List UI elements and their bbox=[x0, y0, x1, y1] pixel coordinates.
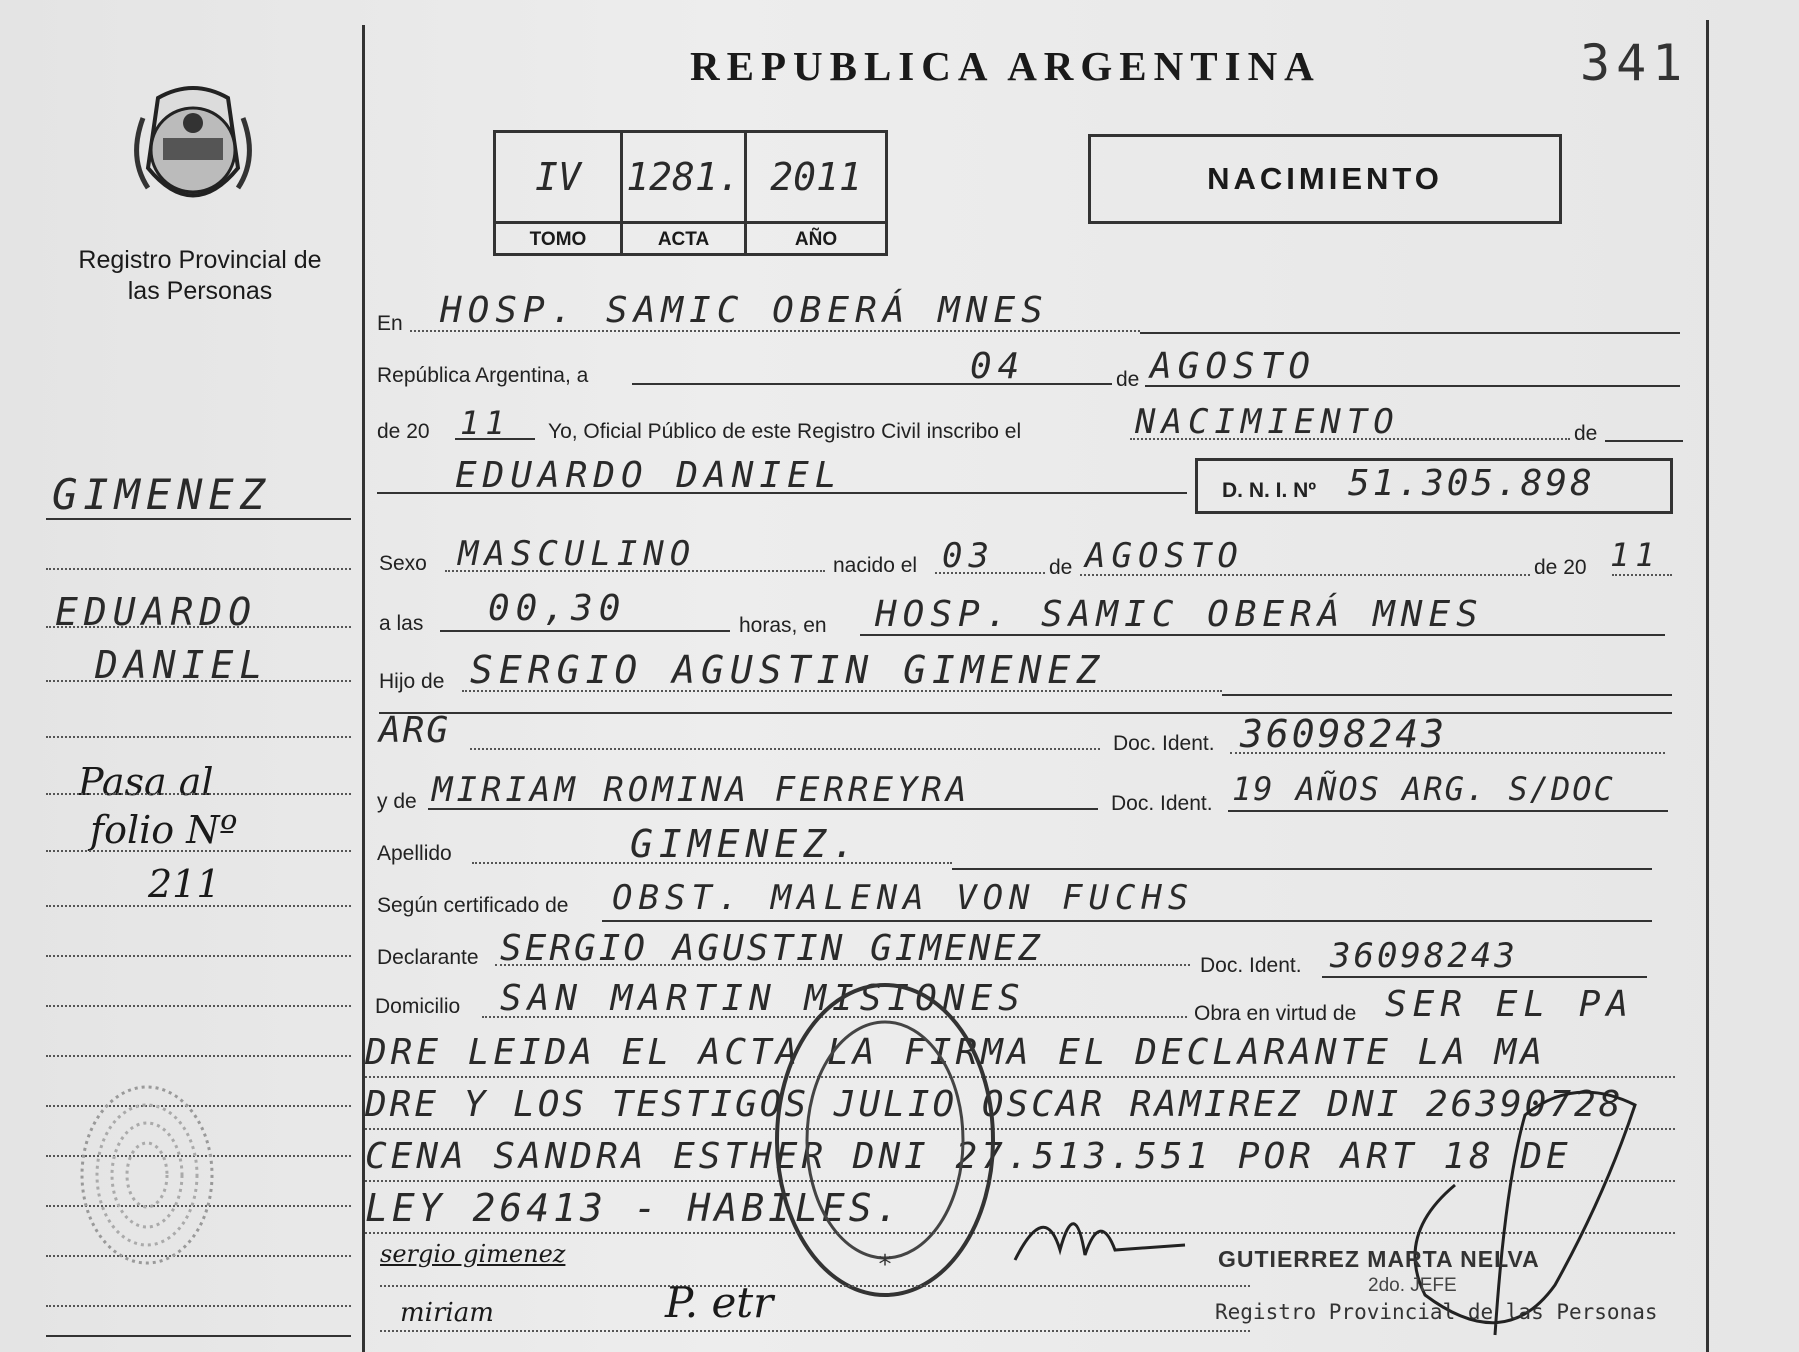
horas-label: horas, en bbox=[739, 614, 827, 637]
nacido-day: 03 bbox=[942, 536, 995, 576]
de20-label-2: de 20 bbox=[1534, 556, 1587, 579]
docident-label: Doc. Ident. bbox=[1113, 732, 1215, 755]
name-line bbox=[377, 492, 1187, 494]
margin-dotline bbox=[46, 680, 351, 682]
provincial-crest-icon bbox=[118, 78, 268, 228]
lugar-value: HOSP. SAMIC OBERÁ MNES bbox=[875, 594, 1484, 635]
madre-value: MIRIAM ROMINA FERREYRA bbox=[432, 770, 971, 810]
signature-line bbox=[380, 1330, 1250, 1332]
certificate-type: NACIMIENTO bbox=[1207, 161, 1443, 196]
name-value: EDUARDO DANIEL bbox=[455, 455, 843, 496]
declarante-doc-line bbox=[1322, 976, 1647, 978]
official-seal-icon bbox=[770, 975, 1000, 1305]
signature-witness: P. etr bbox=[665, 1278, 774, 1327]
nacido-month: AGOSTO bbox=[1085, 536, 1244, 576]
domicilio-value: SAN MARTIN MISIONES bbox=[500, 978, 1026, 1019]
docident-label-2: Doc. Ident. bbox=[1111, 792, 1213, 815]
alas-label: a las bbox=[379, 612, 424, 635]
anio-value: 2011 bbox=[770, 155, 862, 199]
year-value: 11 bbox=[460, 404, 511, 442]
margin-dotline bbox=[46, 850, 351, 852]
margin-name1: EDUARDO bbox=[55, 590, 258, 634]
declarante-label: Declarante bbox=[377, 946, 479, 969]
segun-label: Según certificado de bbox=[377, 894, 569, 917]
margin-dotline bbox=[46, 1055, 351, 1057]
de-line-2 bbox=[1605, 440, 1683, 442]
sexo-label: Sexo bbox=[379, 552, 427, 575]
svg-text:*: * bbox=[878, 1250, 892, 1280]
madre-doc-line bbox=[1228, 810, 1668, 812]
margin-dotline bbox=[46, 905, 351, 907]
margin-dotline bbox=[46, 736, 351, 738]
margin-surname: GIMENEZ bbox=[52, 470, 272, 519]
dni-box bbox=[1195, 458, 1673, 514]
signature-madre: miriam bbox=[400, 1298, 494, 1328]
acta-value: 1281. bbox=[626, 155, 741, 199]
padre-value: SERGIO AGUSTIN GIMENEZ bbox=[470, 648, 1106, 692]
obra-value: SER EL PA bbox=[1385, 984, 1635, 1025]
right-margin-rule bbox=[1706, 20, 1709, 1352]
rule bbox=[379, 712, 1672, 714]
signature-declarante: sergio gimenez bbox=[380, 1240, 566, 1268]
margin-dotline bbox=[46, 793, 351, 795]
yde-label: y de bbox=[377, 790, 417, 813]
margin-rule bbox=[46, 1335, 351, 1337]
padre-line-end bbox=[1222, 694, 1672, 696]
dni-label: D. N. I. Nº bbox=[1222, 479, 1317, 502]
country-title: REPUBLICA ARGENTINA bbox=[690, 43, 1321, 89]
month-value: AGOSTO bbox=[1150, 346, 1317, 387]
segun-value: OBST. MALENA VON FUCHS bbox=[612, 878, 1195, 918]
margin-dotline bbox=[46, 955, 351, 957]
de-label: de bbox=[1116, 368, 1140, 391]
margin-note1: Pasa al bbox=[78, 760, 214, 804]
de-label-3: de bbox=[1049, 556, 1073, 579]
declarante-doc: 36098243 bbox=[1330, 936, 1518, 976]
padre-doc: 36098243 bbox=[1240, 712, 1448, 756]
official-org: Registro Provincial de las Personas bbox=[1215, 1300, 1658, 1324]
day-value: 04 bbox=[970, 346, 1026, 387]
obra-label: Obra en virtud de bbox=[1194, 1002, 1357, 1025]
margin-dotline bbox=[46, 1005, 351, 1007]
tomo-label: TOMO bbox=[529, 229, 587, 250]
hijo-label: Hijo de bbox=[379, 670, 445, 693]
en-label: En bbox=[377, 312, 403, 335]
madre-doc: 19 AÑOS ARG. S/DOC bbox=[1232, 770, 1615, 808]
docident-label-3: Doc. Ident. bbox=[1200, 954, 1302, 977]
registry-name: Registro Provincial de las Personas bbox=[78, 246, 322, 305]
hora-line bbox=[440, 630, 730, 632]
nacido-year-line bbox=[1612, 574, 1672, 576]
segun-line bbox=[602, 920, 1652, 922]
sexo-value: MASCULINO bbox=[458, 534, 697, 574]
margin-note2: folio Nº bbox=[90, 808, 238, 852]
margin-dotline bbox=[46, 568, 351, 570]
nacido-year: 11 bbox=[1610, 536, 1661, 574]
republica-label: República Argentina, a bbox=[377, 364, 589, 387]
fingerprint-icon bbox=[72, 1080, 222, 1270]
margin-dotline bbox=[46, 1305, 351, 1307]
obs-line-4: LEY 26413 - HABILES. bbox=[365, 1186, 903, 1230]
en-line-end bbox=[1140, 332, 1680, 334]
margin-note3: 211 bbox=[148, 862, 221, 906]
domicilio-label: Domicilio bbox=[375, 995, 461, 1018]
margin-name2: DANIEL bbox=[95, 643, 269, 687]
obs-line-3: CENA SANDRA ESTHER DNI 27.513.551 POR ART 18 DE bbox=[365, 1136, 1572, 1177]
padre-nacionalidad: ARG bbox=[379, 710, 451, 751]
oficial-label: Yo, Oficial Público de este Registro Civil inscribo el bbox=[548, 420, 1022, 443]
anio-label: AÑO bbox=[794, 229, 838, 250]
inscribo-value: NACIMIENTO bbox=[1135, 402, 1400, 442]
margin-dotline bbox=[46, 626, 351, 628]
official-name: GUTIERREZ MARTA NELVA bbox=[1218, 1246, 1540, 1272]
page-number: 341 bbox=[1580, 34, 1689, 92]
day-line bbox=[632, 383, 1112, 385]
apellido-line-end bbox=[952, 868, 1652, 870]
certificate-type-box bbox=[1088, 134, 1562, 224]
tomo-value: IV bbox=[535, 155, 581, 199]
hora-value: 00,30 bbox=[488, 588, 627, 629]
de20-label: de 20 bbox=[377, 420, 430, 443]
padre-nac-line bbox=[470, 748, 1100, 750]
signature-line bbox=[380, 1285, 1250, 1287]
record-number-box bbox=[493, 130, 888, 256]
obs-line-1: DRE LEIDA EL ACTA LA FIRMA EL DECLARANTE LA MA bbox=[365, 1032, 1546, 1073]
official-signature-icon bbox=[1005, 1190, 1195, 1280]
acta-label: ACTA bbox=[657, 229, 710, 250]
dni-value: 51.305.898 bbox=[1348, 463, 1595, 504]
declarante-value: SERGIO AGUSTIN GIMENEZ bbox=[500, 928, 1043, 969]
apellido-label: Apellido bbox=[377, 842, 452, 865]
margin-rule bbox=[46, 518, 351, 520]
official-role: 2do. JEFE bbox=[1368, 1275, 1457, 1296]
nacido-label: nacido el bbox=[833, 554, 918, 577]
obs-line-2: DRE Y LOS TESTIGOS JULIO OSCAR RAMIREZ DNI 26390728 bbox=[365, 1084, 1624, 1125]
de-label-2: de bbox=[1574, 422, 1598, 445]
apellido-value: GIMENEZ. bbox=[630, 822, 862, 866]
en-value: HOSP. SAMIC OBERÁ MNES bbox=[440, 290, 1049, 331]
